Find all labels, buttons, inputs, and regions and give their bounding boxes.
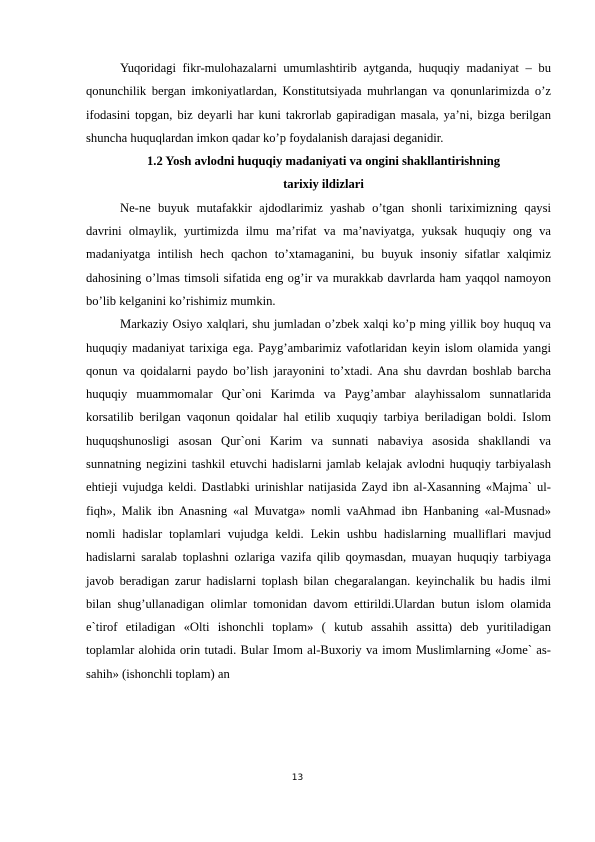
section-heading-line1: 1.2 Yosh avlodni huquqiy madaniyati va ongini shakllantirishning: [147, 154, 500, 169]
intro-paragraph: Yuqoridagi fikr-mulohazalarni umumlashtirib aytganda, huquqiy madaniyat – bu qonunchilik bergan imkoniyatlardan, Konstitutsiyada muhrlangan va qonunlarimizda o’z ifodasini topgan, biz deyarli har kuni takrorlab gapiradigan masala, ya’ni, bizga berilgan shuncha huquqlardan imkon qadar ko’p foydalanish darajasi deganidir.: [86, 61, 551, 145]
body-paragraph-2: Markaziy Osiyo xalqlari, shu jumladan o’zbek xalqi ko’p ming yillik boy huquq va huquqiy madaniyat tarixiga ega. Payg’ambarimiz vafotlaridan keyin islom olamida yangi qonun va qoidalarni paydo bo’lish jarayonini to’xtadi. Ana shu davrdan boshlab barcha huquqiy muammomalar Qur`oni Karimda va Payg’ambar alayhissalom sunnatlarida korsatilib berilgan vaqonun qoidalar hal etilib xuquqiy tarbiya beriladigan boldi. Islom huquqshunosligi asosan Qur`oni Karim va sunnati nabaviya asosida shakllandi va sunnatning negizini tashkil etuvchi hadislarni jamlab kelajak avlodni huquqiy tarbiyalash ehtieji vujudga keldi. Dastlabki urinishlar natijasida Zayd ibn al-Xasanning «Majma` ul-fiqh», Malik ibn Anasning «al Muvatga» nomli vaAhmad ibn Hanbaning «al-Musnad» nomli hadislar toplamlari vujudga keldi. Lekin ushbu hadislarning mualliflari mavjud hadislarni saralab toplashni ozlariga vazifa qilib qoymasdan, muayan huquqiy tarbiyaga javob beradigan zarur hadislarni toplash bilan chegaralangan. keyinchalik bu hadis ilmi bilan shug’ullanadigan olimlar tomonidan davom ettirildi.Ulardan butun islom olamida e`tirof etiladigan «Olti ishonchli toplam» ( kutub assahih assitta) deb yuritiladigan toplamlar alohida orin tutadi. Bular Imom al-Buxoriy va imom Muslimlarning «Jome` as-sahih» (ishonchli toplam) an: [86, 317, 551, 681]
body-paragraph-1: Ne-ne buyuk mutafakkir ajdodlarimiz yashab o’tgan shonli tariximizning qaysi davrini olmaylik, yurtimizda ilmu ma’rifat va ma’naviyatga, yuksak huquqiy ong va madaniyatga intilish hech qachon to’xtamaganini, bu buyuk insoniy sifatlar xalqimiz dahosining o’lmas timsoli sifatida eng og’ir va murakkab davrlarda ham yaqqol namoyon bo’lib kelganini ko’rishimiz mumkin.: [86, 200, 551, 308]
page-number: 13: [291, 773, 304, 783]
document-page: [86, 57, 551, 686]
section-heading-line2: tarixiy ildizlari: [283, 177, 364, 192]
section-heading: [86, 150, 551, 197]
